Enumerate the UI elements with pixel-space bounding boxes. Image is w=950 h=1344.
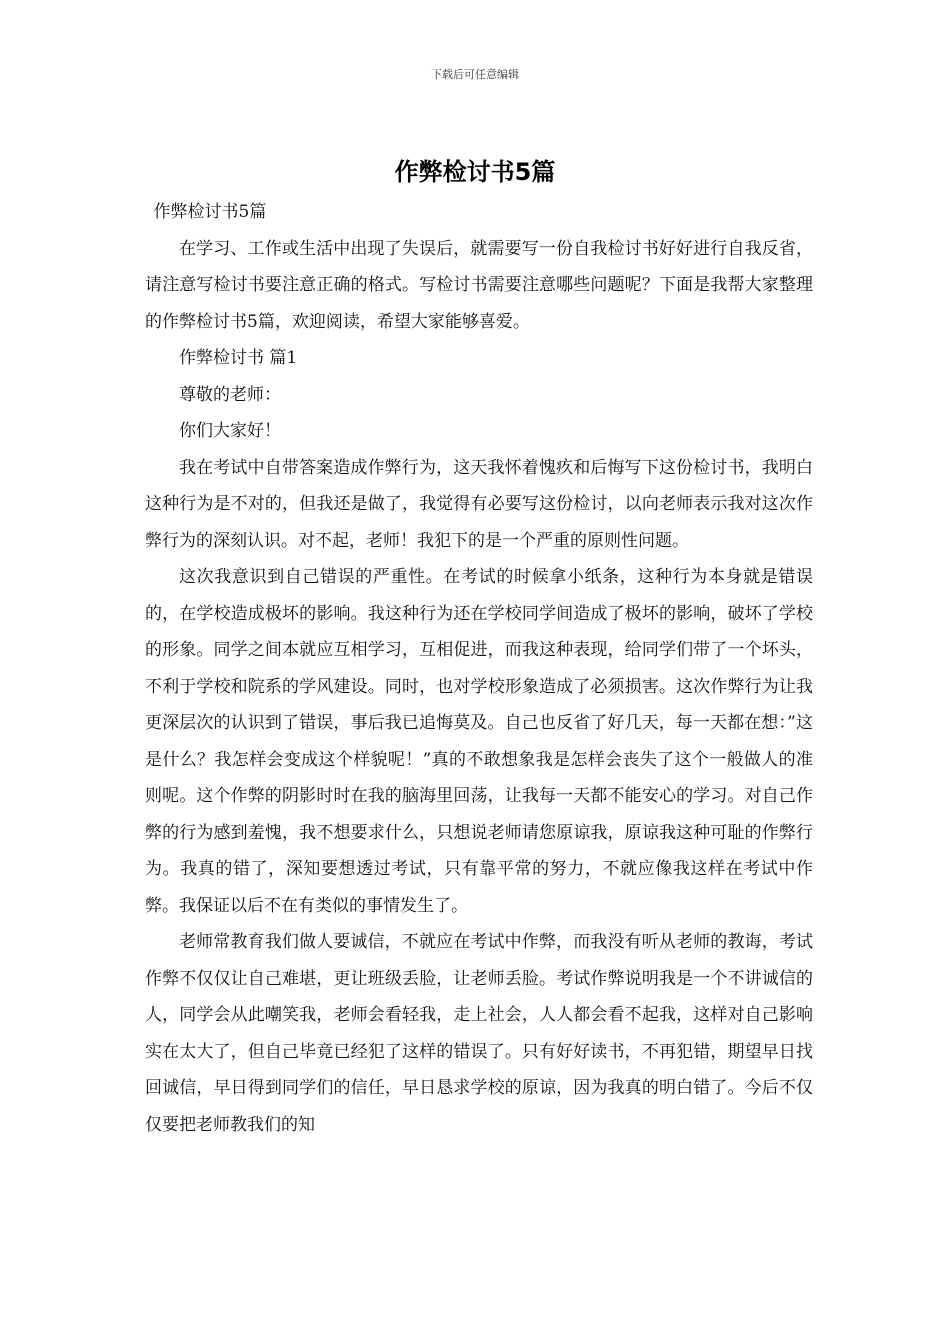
section-heading: 作弊检讨书 篇1 [179,348,298,368]
paragraph: 这次我意识到自己错误的严重性。在考试的时候拿小纸条，这种行为本身就是错误的，在学校造成极坏的影响。我这种行为还在学校同学间造成了极坏的影响，破坏了学校的形象。同学之间本就应互相学习，互相促进，而我这种表现，给同学们带了一个坏头，不利于学校和院系的学风建设。同时，也对学校形象造成了必须损害。这次作弊行为让我更深层次的认识到了错误，事后我已追悔莫及。自己也反省了好几天，每一天都在想：”这是什么？我怎样会变成这个样貌呢！”真的不敢想象我是怎样会丧失了这个一般做人的准则呢。这个作弊的阴影时时在我的脑海里回荡，让我每一天都不能安心的学习。对自己作弊的行为感到羞愧，我不想要求什么，只想说老师请您原谅我，原谅我这种可耻的作弊行为。我真的错了，深知要想透过考试，只有靠平常的努力，不就应像我这样在考试中作弊。我保证以后不在有类似的事情发生了。 [145,567,813,916]
document-title: 作弊检讨书5篇 [394,158,556,186]
paragraph: 老师常教育我们做人要诚信，不就应在考试中作弊，而我没有听从老师的教诲，考试作弊不仅仅让自己难堪，更让班级丢脸，让老师丢脸。考试作弊说明我是一个不讲诚信的人，同学会从此嘲笑我，老师会看轻我，走上社会，人人都会看不起我，这样对自己影响实在太大了，但自己毕竟已经犯了这样的错误了。只有好好读书，不再犯错，期望早日找回诚信，早日得到同学们的信任，早日恳求学校的原谅，因为我真的明白错了。今后不仅仅要把老师教我们的知 [145,932,813,1135]
paragraph-intro: 在学习、工作或生活中出现了失误后，就需要写一份自我检讨书好好进行自我反省，请注意写检讨书要注意正确的格式。写检讨书需要注意哪些问题呢？下面是我帮大家整理的作弊检讨书5篇，欢迎阅读，希望大家能够喜爱。 [145,238,813,332]
paragraph: 我在考试中自带答案造成作弊行为，这天我怀着愧疚和后悔写下这份检讨书，我明白这种行为是不对的，但我还是做了，我觉得有必要写这份检讨，以向老师表示我对这次作弊行为的深刻认识。对不起，老师！我犯下的是一个严重的原则性问题。 [145,457,813,551]
document-subtitle: 作弊检讨书5篇 [153,202,267,222]
greeting: 你们大家好！ [179,421,281,441]
header-note: 下载后可任意编辑 [431,68,519,81]
document-body [145,194,813,1143]
salutation: 尊敬的老师： [179,384,281,405]
